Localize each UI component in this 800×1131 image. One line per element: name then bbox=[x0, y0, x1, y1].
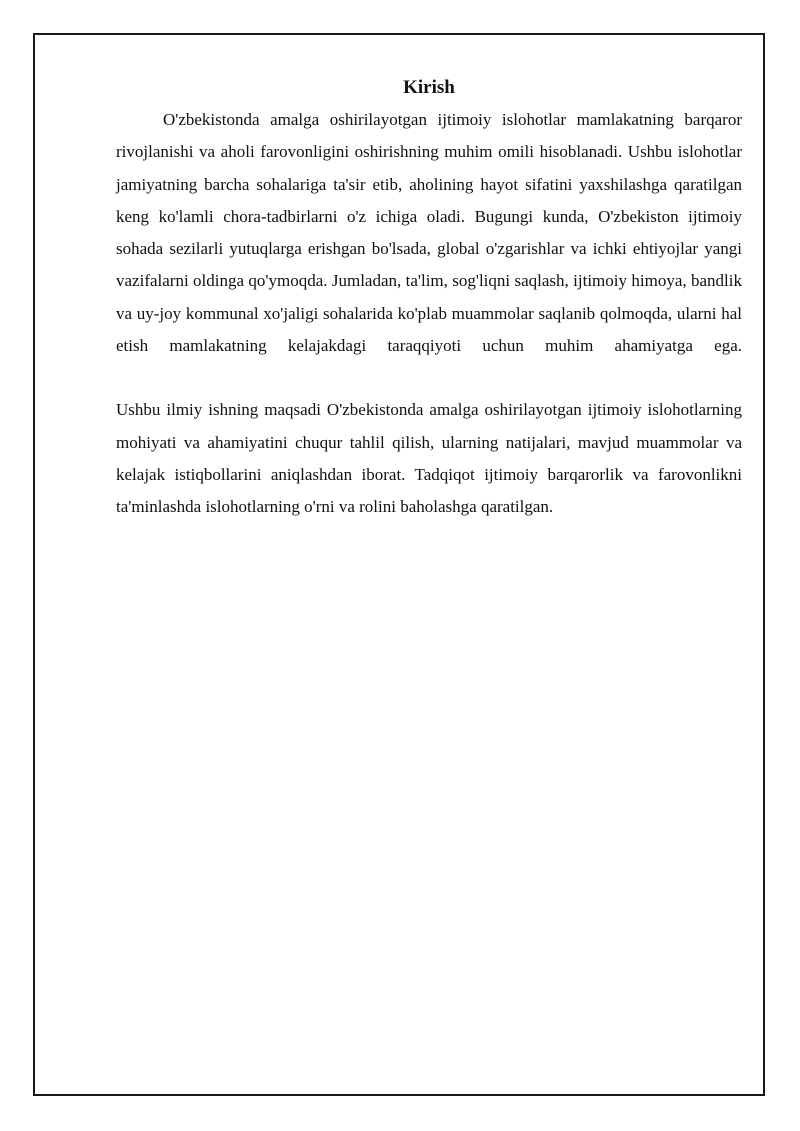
intro-paragraph: O'zbekistonda amalga oshirilayotgan ijtimoiy islohotlar mamlakatning barqaror rivojlanishi va aholi farovonligini oshirishning muhim omili hisoblanadi. Ushbu islohotlar jamiyatning barcha sohalariga ta'sir etib, aholining hayot sifatini yaxshilashga qaratilgan keng ko'lamli chora-tadbirlarni o'z ichiga oladi. Bugungi kunda, O'zbekiston ijtimoiy sohada sezilarli yutuqlarga erishgan bo'lsada, global o'zgarishlar va ichki ehtiyojlar yangi vazifalarni oldinga qo'ymoqda. Jumladan, ta'lim, sog'liqni saqlash, ijtimoiy himoya, bandlik va uy-joy kommunal xo'jaligi sohalarida ko'plab muammolar saqlanib qolmoqda, ularni hal etish mamlakatning kelajakdagi taraqqiyoti uchun muhim ahamiyatga ega. bbox=[116, 110, 742, 356]
aim-paragraph: Ushbu ilmiy ishning maqsadi O'zbekistonda amalga oshirilayotgan ijtimoiy islohotlarning mohiyati va ahamiyatini chuqur tahlil qilish, ularning natijalari, mavjud muammolar va kelajak istiqbollarini aniqlashdan iborat. Tadqiqot ijtimoiy barqarorlik va farovonlikni ta'minlashda islohotlarning o'rni va rolini baholashga qaratilgan. bbox=[116, 400, 742, 517]
document-body bbox=[116, 72, 742, 524]
document-title: Kirish bbox=[403, 77, 455, 98]
